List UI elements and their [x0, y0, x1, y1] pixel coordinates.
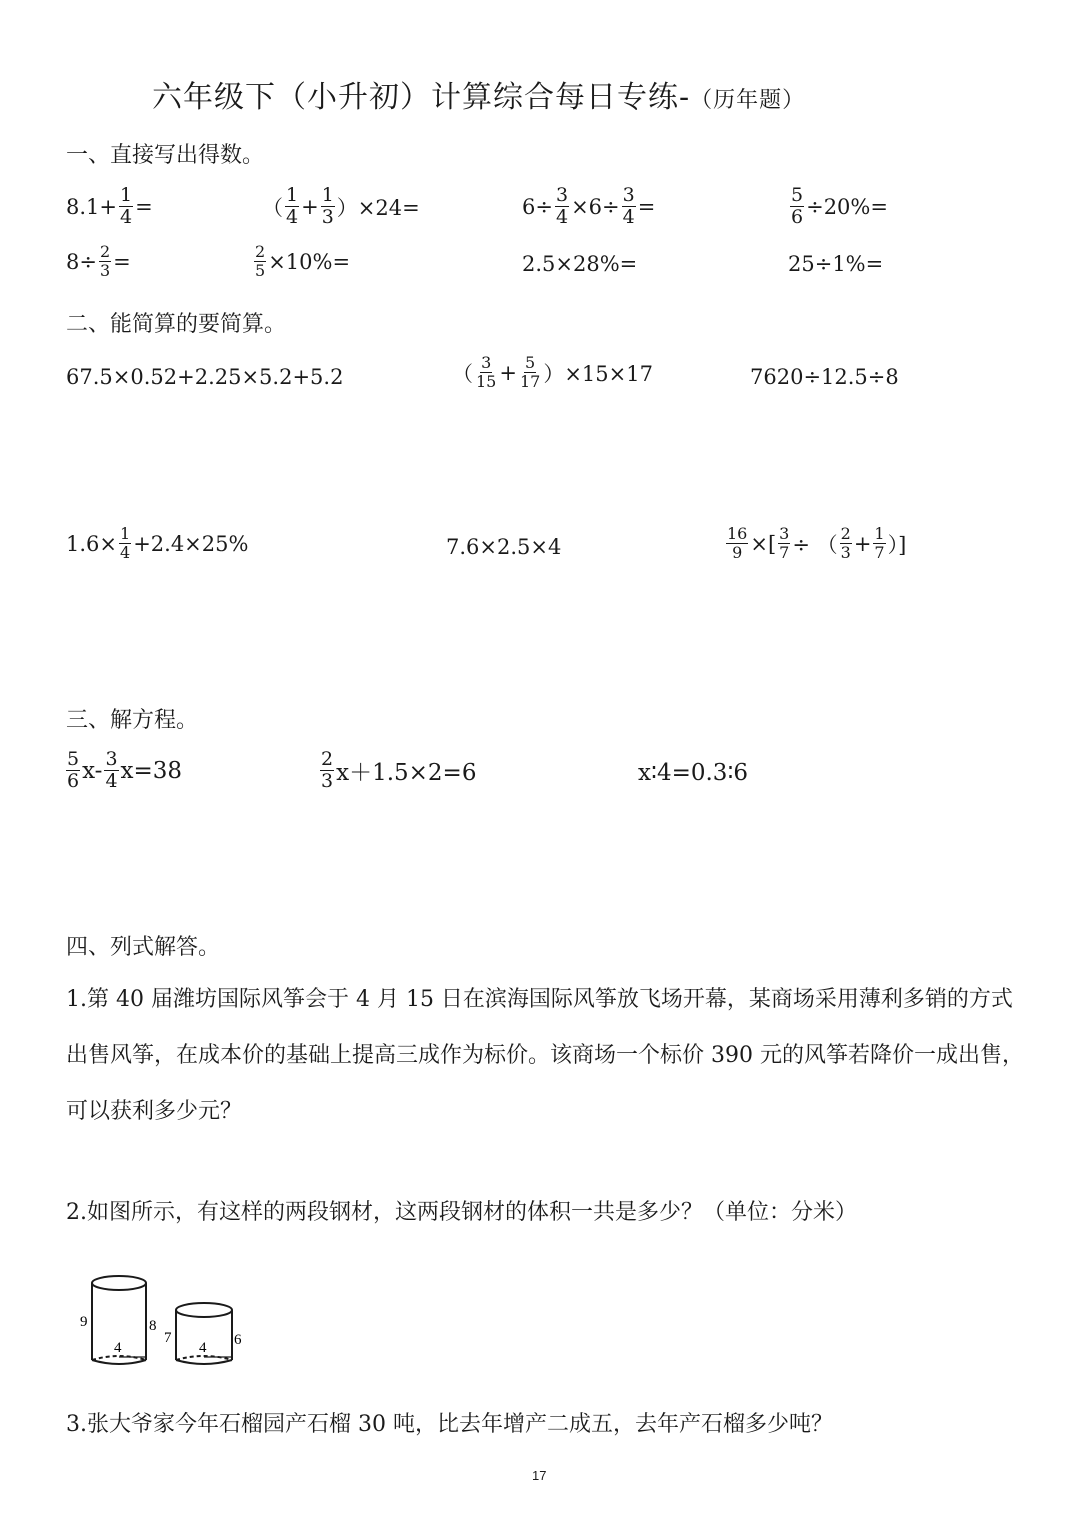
p1-e: 8÷ $\frac{2}{3}$ =: [66, 242, 131, 280]
page-title: 六年级下（小升初）计算综合每日专练-（历年题）: [152, 80, 806, 115]
cylinder-2-base: 4: [199, 1340, 207, 1356]
cylinder-1-left-height: 9: [80, 1314, 88, 1330]
cylinder-1-right-height: 8: [149, 1318, 157, 1334]
p1-d: $\frac{5}{6}$ ÷20%=: [791, 184, 888, 228]
p1-h: 25÷1%=: [788, 252, 884, 276]
cylinder-1-base: 4: [114, 1340, 122, 1356]
question-2: 2.如图所示，有这样的两段钢材，这两段钢材的体积一共是多少？（单位：分米）: [66, 1200, 857, 1225]
p1-f: $\frac{2}{5}$ ×10%=: [255, 242, 351, 280]
section-4-heading: 四、列式解答。: [66, 935, 221, 960]
p1-g: 2.5×28%=: [522, 252, 638, 276]
p3-c: x∶4=0.3∶6: [638, 760, 749, 786]
section-1-heading: 一、直接写出得数。: [66, 143, 265, 168]
p2-f: $\frac{16}{9}$ ×[ $\frac{3}{7}$ ÷ （ $\frac{2}{3}$ + $\frac{1}{7}$ ）]: [727, 524, 907, 562]
cylinder-2-right-height: 6: [234, 1332, 242, 1348]
p1-b: （ $\frac{1}{4}$ + $\frac{1}{3}$ ）×24=: [262, 184, 420, 228]
p1-c: 6÷ $\frac{3}{4}$ ×6÷ $\frac{3}{4}$ =: [522, 184, 656, 228]
section-2-heading: 二、能简算的要简算。: [66, 312, 287, 337]
p2-b: （ $\frac{3}{15}$ + $\frac{5}{17}$ ）×15×17: [452, 353, 653, 391]
p2-e: 7.6×2.5×4: [446, 535, 562, 559]
cylinders-figure: [74, 1268, 254, 1378]
question-3: 3.张大爷家今年石榴园产石榴 30 吨，比去年增产二成五，去年产石榴多少吨？: [66, 1412, 833, 1437]
p2-c: 7620÷12.5÷8: [750, 365, 899, 389]
p3-b: $\frac{2}{3}$ x＋1.5×2=6: [321, 748, 477, 792]
p2-a: 67.5×0.52+2.25×5.2+5.2: [66, 365, 344, 389]
section-3-heading: 三、解方程。: [66, 708, 199, 733]
cylinder-2-left-height: 7: [164, 1330, 172, 1346]
p3-a: $\frac{5}{6}$ x- $\frac{3}{4}$ x=38: [67, 748, 183, 792]
p1-a: 8.1+ $\frac{1}{4}$ =: [66, 184, 153, 228]
page-number: 17: [532, 1468, 547, 1483]
question-1: 1.第 40 届潍坊国际风筝会于 4 月 15 日在滨海国际风筝放飞场开幕，某商场采用薄利多销的方式出售风筝，在成本价的基础上提高三成作为标价。该商场一个标价 390 元的风筝若降价一成出售，可以获利多少元？: [66, 987, 1024, 1124]
p2-d: 1.6× $\frac{1}{4}$ +2.4×25%: [66, 524, 249, 562]
